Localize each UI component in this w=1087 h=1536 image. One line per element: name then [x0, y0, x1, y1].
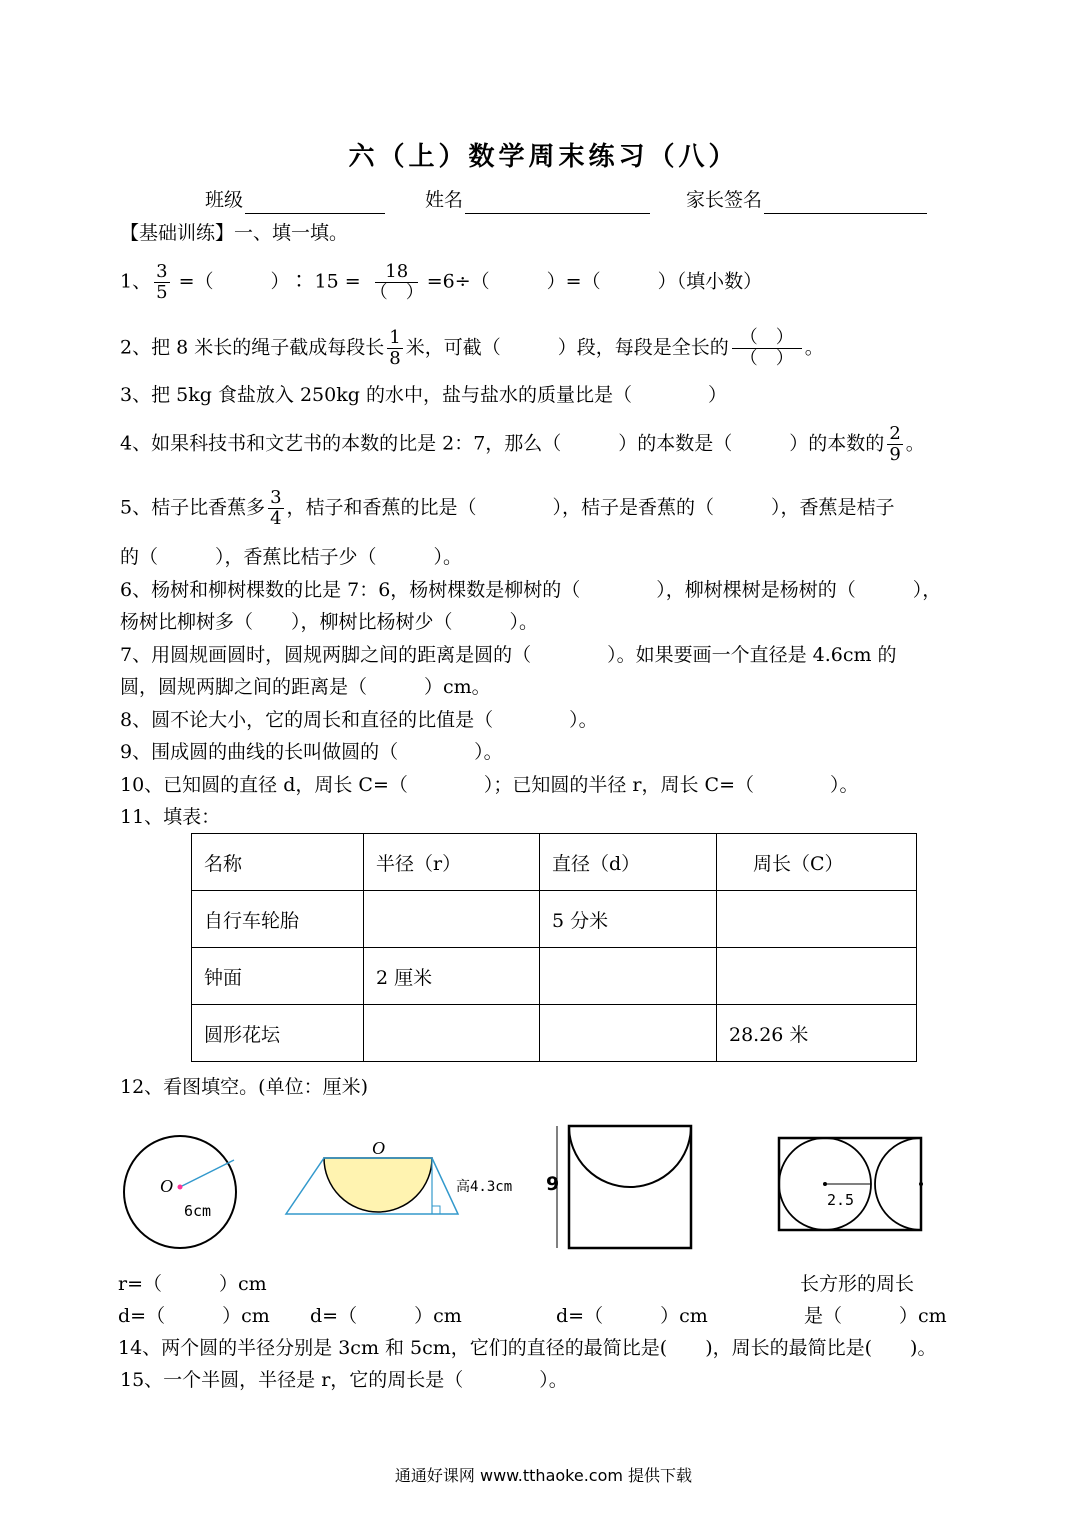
q5-fraction: $\frac{3}{4}$: [270, 487, 282, 529]
table-cell[interactable]: [364, 1005, 540, 1062]
q2-text-1: 2、把 8 米长的绳子截成每段长: [120, 336, 385, 359]
parent-signature-blank[interactable]: [764, 193, 927, 214]
question-11: 11、填表：: [120, 806, 221, 828]
radius-label: 6cm: [184, 1202, 212, 1220]
side-label: 9: [546, 1173, 560, 1195]
table-row: [192, 948, 917, 1005]
question-4: [120, 424, 925, 465]
center-point: [823, 1182, 827, 1186]
question-1: [120, 262, 762, 303]
table-header-row: [192, 834, 917, 891]
table-header-cell: 名称: [192, 834, 364, 891]
table-cell: 5 分米: [540, 891, 717, 948]
name-blank[interactable]: [465, 193, 650, 214]
semicircle-shape: [875, 1138, 921, 1230]
question-8: 8、圆不论大小，它的周长和直径的比值是（ ）。: [120, 709, 598, 731]
center-label: O: [160, 1176, 173, 1196]
q1-text-2: =6÷（ ）=（ ）（填小数）: [426, 270, 763, 293]
answer-rect-line-2: 是（ ）cm: [804, 1305, 947, 1327]
name-label: 姓名: [425, 189, 464, 211]
answer-r: r=（ ）cm: [118, 1273, 267, 1295]
q4-text-2: 。: [905, 432, 925, 455]
q5-text-2: ，桔子和香蕉的比是（ ），桔子是香蕉的（ ），香蕉是桔子: [286, 496, 895, 519]
circle-shape: [124, 1136, 236, 1248]
q5-text-1: 5、桔子比香蕉多: [120, 496, 266, 519]
question-10: 10、已知圆的直径 d，周长 C=（ ）；已知圆的半径 r，周长 C=（ ）。: [120, 774, 859, 796]
question-5-line-2: 的（ ），香蕉比桔子少（ ）。: [120, 546, 463, 568]
table-cell: 自行车轮胎: [192, 891, 364, 948]
section-heading: 【基础训练】一、填一填。: [120, 222, 349, 244]
question-12: 12、看图填空。(单位：厘米): [120, 1076, 369, 1098]
question-2: [120, 328, 824, 369]
right-angle-mark: [432, 1206, 440, 1214]
question-15: 15、一个半圆，半径是 r，它的周长是（ ）。: [120, 1369, 568, 1391]
question-6-line-2: 杨树比柳树多（ ），柳树比杨树少（ ）。: [120, 611, 539, 633]
header-parent-field: [686, 186, 927, 214]
figure-rectangle-circles: [775, 1133, 930, 1238]
question-6-line-1: 6、杨树和柳树棵数的比是 7：6，杨树棵数是柳树的（ ），柳树棵树是杨树的（ ），: [120, 579, 942, 601]
question-7-line-1: 7、用圆规画圆时，圆规两脚之间的距离是圆的（ ）。如果要画一个直径是 4.6cm 的: [120, 644, 897, 666]
height-label: 高4.3cm: [456, 1179, 513, 1195]
q2-blank-fraction: $\frac{( )}{( )}$: [732, 328, 802, 369]
table-row: [192, 891, 917, 948]
table-cell: 钟面: [192, 948, 364, 1005]
question-9: 9、围成圆的曲线的长叫做圆的（ ）。: [120, 741, 503, 763]
table-row: [192, 1005, 917, 1062]
table-cell: 28.26 米: [717, 1005, 917, 1062]
q1-number: 1、: [120, 270, 152, 293]
semicircle-shape: [324, 1158, 432, 1212]
question-7-line-2: 圆，圆规两脚之间的距离是（ ）cm。: [120, 676, 491, 698]
radius-line: [180, 1160, 234, 1187]
question-14: 14、两个圆的半径分别是 3cm 和 5cm，它们的直径的最简比是( )，周长的最简比是( )。: [118, 1337, 937, 1359]
parent-signature-label: 家长签名: [686, 189, 763, 211]
table-cell[interactable]: [540, 948, 717, 1005]
header-name-field: [425, 186, 650, 214]
table-cell[interactable]: [717, 948, 917, 1005]
figure-circle-radius: [118, 1130, 243, 1255]
table-cell: 圆形花坛: [192, 1005, 364, 1062]
question-3: 3、把 5kg 食盐放入 250kg 的水中，盐与盐水的质量比是（ ）: [120, 384, 727, 406]
table-header-cell: 半径（r）: [364, 834, 540, 891]
q1-fraction-2: $\frac{18}{( )}$: [369, 261, 424, 303]
table-cell[interactable]: [364, 891, 540, 948]
q4-fraction: $\frac{2}{9}$: [889, 423, 901, 465]
answer-rect-line-1: 长方形的周长: [800, 1273, 915, 1295]
q4-text-1: 4、如果科技书和文艺书的本数的比是 2：7，那么（ ）的本数是（ ）的本数的: [120, 432, 885, 455]
table-header-cell: 周长（C）: [717, 834, 917, 891]
page-title: 六（上）数学周末练习（八）: [348, 142, 739, 172]
class-label: 班级: [205, 189, 244, 211]
center-point: [919, 1182, 923, 1186]
q1-text-1: =（ ）∶ 15 =: [178, 270, 361, 293]
figure-semicircle-trapezoid: [280, 1136, 530, 1221]
radius-label: 2.5: [827, 1191, 855, 1209]
figure-square-semicircle: [540, 1118, 700, 1258]
table-header-cell: 直径（d）: [540, 834, 717, 891]
class-blank[interactable]: [245, 193, 385, 214]
q2-text-3: 。: [804, 336, 824, 359]
table-cell[interactable]: [540, 1005, 717, 1062]
fill-in-table: [191, 833, 917, 1062]
q2-text-2: 米，可截（ ）段，每段是全长的: [405, 336, 729, 359]
q2-fraction: $\frac{1}{8}$: [389, 327, 401, 369]
table-cell[interactable]: [717, 891, 917, 948]
answer-d-1: d=（ ）cm: [118, 1305, 270, 1327]
center-point: [178, 1185, 183, 1190]
semicircle-shape: [569, 1126, 691, 1187]
answer-d-3: d=（ ）cm: [556, 1305, 708, 1327]
table-cell: 2 厘米: [364, 948, 540, 1005]
footer-text: 通通好课网 www.tthaoke.com 提供下载: [394, 1466, 693, 1485]
header-class-field: [205, 186, 385, 214]
q1-fraction-1: $\frac{3}{5}$: [156, 261, 168, 303]
question-5: [120, 488, 895, 529]
answer-d-2: d=（ ）cm: [310, 1305, 462, 1327]
center-label: O: [372, 1138, 385, 1158]
